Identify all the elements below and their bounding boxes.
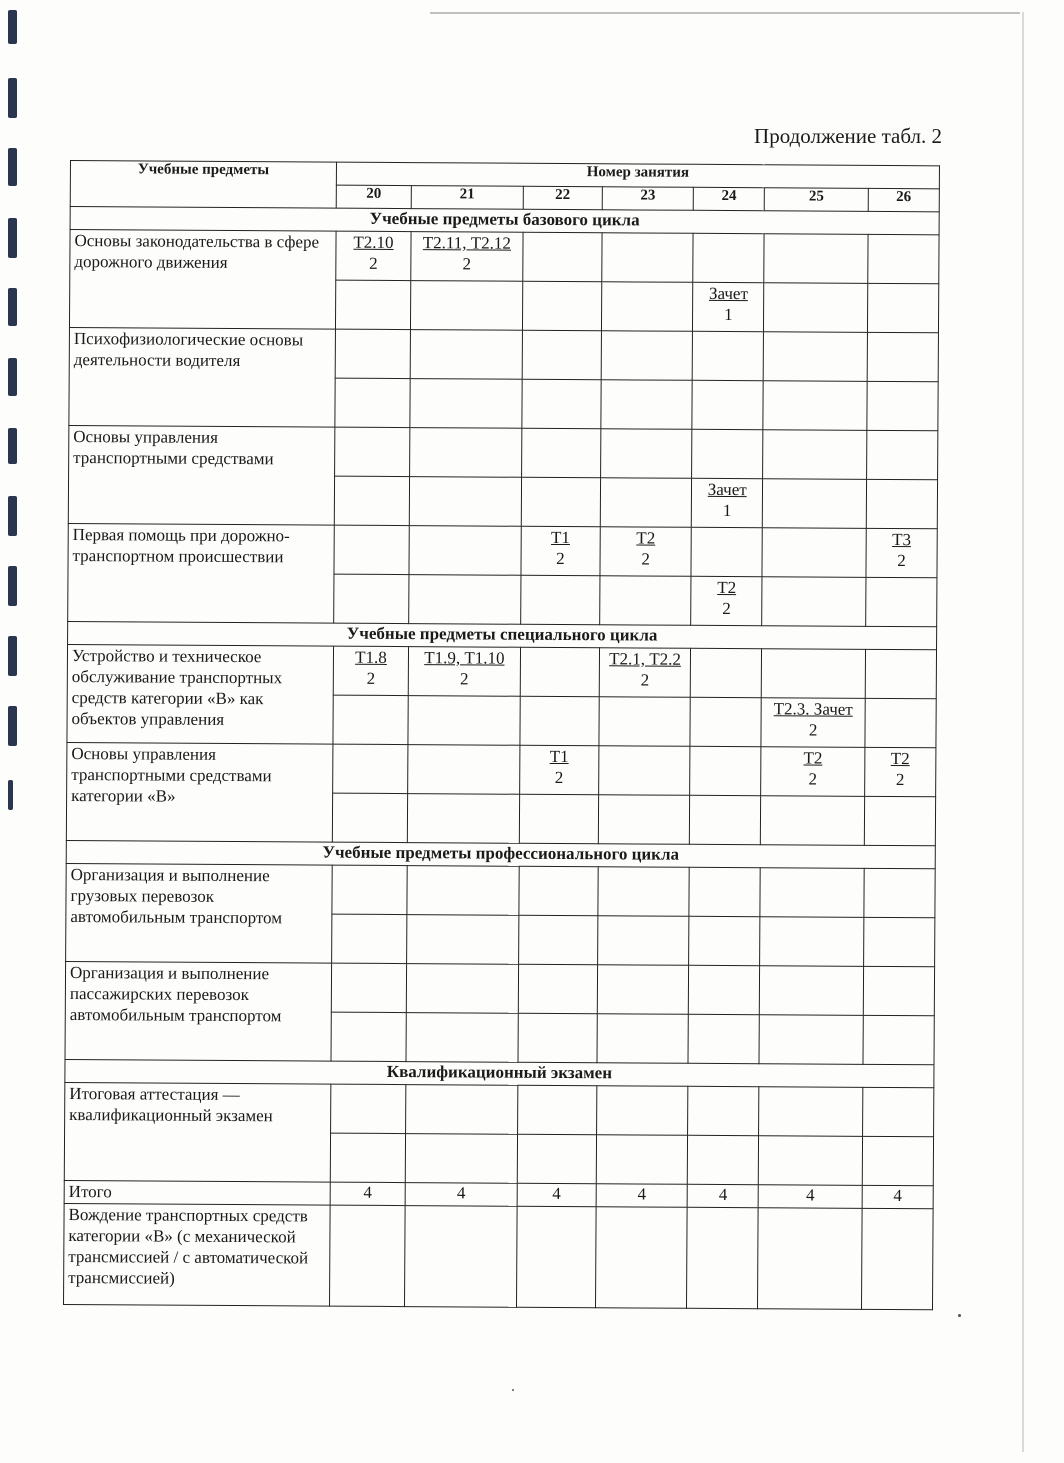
lesson-cell bbox=[405, 1134, 517, 1184]
subject-psycho: Психофизиологические основы деятельности водителя bbox=[69, 327, 336, 427]
lesson-cell bbox=[599, 648, 691, 698]
lesson-cell bbox=[692, 331, 763, 380]
total-value: 4 bbox=[517, 1183, 596, 1206]
hours-value: 2 bbox=[641, 549, 650, 569]
table-row bbox=[65, 1082, 934, 1136]
topic-code: Т1.9, Т1.10 bbox=[424, 648, 505, 668]
lesson-cell bbox=[764, 283, 868, 333]
lesson-cell bbox=[760, 917, 864, 967]
total-value: 4 bbox=[330, 1182, 405, 1205]
section-title-exam: Квалификационный экзамен bbox=[65, 1059, 934, 1087]
lesson-cell bbox=[864, 747, 935, 796]
lesson-cell bbox=[597, 965, 689, 1015]
lesson-cell bbox=[411, 281, 523, 331]
hours-value: 2 bbox=[897, 551, 906, 571]
lesson-cell bbox=[408, 745, 520, 795]
lesson-cell bbox=[687, 1207, 759, 1308]
lesson-cell bbox=[598, 795, 690, 845]
table-caption: Продолжение табл. 2 bbox=[754, 124, 942, 148]
topic-code: Т2 bbox=[803, 748, 823, 768]
lesson-cell bbox=[600, 478, 692, 528]
lesson-cell bbox=[862, 1136, 933, 1185]
topic-code: Т2.10 bbox=[353, 232, 394, 252]
lesson-cell bbox=[335, 378, 410, 427]
lesson-cell bbox=[406, 964, 518, 1014]
lesson-cell bbox=[867, 332, 938, 381]
spiral-binding bbox=[0, 0, 30, 1463]
lesson-cell bbox=[762, 577, 866, 627]
lesson-cell bbox=[329, 1205, 405, 1306]
column-number: 26 bbox=[868, 188, 939, 211]
lesson-cell bbox=[520, 647, 599, 696]
lesson-cell bbox=[690, 746, 761, 795]
lesson-cell bbox=[601, 380, 693, 430]
lesson-cell bbox=[523, 232, 602, 281]
lesson-cell bbox=[599, 746, 691, 796]
lesson-cell bbox=[332, 793, 407, 842]
lesson-cell bbox=[332, 865, 407, 914]
schedule-table bbox=[63, 160, 940, 1310]
lesson-cell bbox=[334, 525, 409, 574]
lesson-cell bbox=[760, 868, 864, 918]
lesson-cell bbox=[521, 477, 600, 526]
lesson-cell bbox=[405, 1206, 517, 1308]
lesson-cell bbox=[519, 866, 598, 915]
lesson-cell bbox=[595, 1207, 687, 1309]
table-row bbox=[67, 644, 936, 698]
lesson-cell bbox=[867, 381, 938, 430]
topic-code: Т3 bbox=[892, 530, 912, 550]
column-number: 22 bbox=[523, 186, 602, 209]
lesson-cell bbox=[763, 381, 867, 431]
hours-value: 2 bbox=[808, 720, 818, 740]
table-row bbox=[64, 1203, 934, 1309]
table-row bbox=[70, 230, 939, 284]
scan-speck bbox=[958, 1314, 961, 1317]
lesson-cell bbox=[408, 696, 520, 746]
lesson-cell bbox=[764, 234, 868, 284]
lesson-cell bbox=[520, 696, 599, 745]
lesson-cell bbox=[600, 429, 692, 479]
page-edge bbox=[430, 12, 1020, 17]
hours-value: 2 bbox=[722, 598, 731, 619]
lesson-cell bbox=[602, 233, 694, 283]
subject-law: Основы законодательства в сфере дорожного движения bbox=[69, 230, 336, 330]
lesson-cell bbox=[689, 916, 760, 965]
lesson-cell bbox=[761, 698, 865, 748]
lesson-cell bbox=[334, 574, 409, 623]
lesson-cell bbox=[522, 330, 601, 379]
lesson-cell bbox=[763, 430, 867, 480]
total-value: 4 bbox=[862, 1185, 933, 1208]
lesson-cell bbox=[406, 1085, 518, 1135]
lesson-cell bbox=[867, 283, 938, 332]
table-row bbox=[69, 425, 938, 479]
header-row bbox=[70, 161, 939, 189]
scan-speck bbox=[512, 1389, 514, 1391]
lesson-cell bbox=[763, 332, 867, 382]
lesson-cell bbox=[690, 697, 761, 746]
lesson-cell bbox=[689, 867, 760, 916]
lesson-cell bbox=[520, 575, 599, 624]
lesson-cell bbox=[522, 281, 601, 330]
table-row bbox=[69, 327, 938, 381]
lesson-cell bbox=[518, 915, 597, 964]
lesson-cell bbox=[759, 1136, 863, 1186]
lesson-cell bbox=[407, 866, 519, 916]
topic-code: Т2 bbox=[890, 749, 910, 769]
lesson-cell bbox=[410, 330, 522, 380]
hours-value: 2 bbox=[808, 769, 818, 789]
lesson-cell bbox=[863, 1015, 934, 1064]
lesson-cell bbox=[693, 282, 764, 331]
topic-code: Зачет bbox=[708, 283, 748, 304]
hours-value: 2 bbox=[369, 253, 378, 273]
lesson-cell bbox=[331, 1012, 406, 1061]
lesson-cell bbox=[691, 527, 762, 576]
column-number: 25 bbox=[765, 188, 869, 212]
hours-value: 2 bbox=[459, 669, 469, 689]
subject-driving: Вождение транспортных средств категории «В» (с механической трансмиссией / с автоматической трансмиссией) bbox=[64, 1203, 331, 1306]
lesson-cell bbox=[762, 649, 866, 699]
lesson-number-header: Номер занятия bbox=[336, 162, 939, 189]
lesson-cell bbox=[331, 1084, 406, 1133]
lesson-cell bbox=[333, 744, 408, 793]
lesson-cell bbox=[865, 698, 936, 747]
lesson-cell bbox=[600, 576, 692, 626]
lesson-cell bbox=[693, 233, 764, 282]
lesson-cell bbox=[411, 232, 523, 282]
lesson-cell bbox=[409, 477, 521, 527]
lesson-cell bbox=[763, 479, 867, 529]
lesson-cell bbox=[518, 964, 597, 1013]
lesson-cell bbox=[407, 915, 519, 965]
lesson-cell bbox=[689, 965, 760, 1014]
lesson-cell bbox=[598, 916, 690, 966]
table-row bbox=[67, 742, 936, 796]
lesson-cell bbox=[759, 1015, 863, 1065]
section-title-basic: Учебные предметы базового цикла bbox=[70, 207, 939, 235]
lesson-cell bbox=[334, 476, 409, 525]
lesson-cell bbox=[333, 695, 408, 744]
topic-code: Т2.1, Т2.2 bbox=[609, 649, 681, 669]
topic-code: Т2.11, Т2.12 bbox=[422, 233, 512, 253]
lesson-cell bbox=[596, 1086, 688, 1136]
hours-value: 2 bbox=[462, 254, 472, 274]
lesson-cell bbox=[519, 794, 598, 843]
lesson-cell bbox=[865, 649, 936, 698]
lesson-cell bbox=[692, 380, 763, 429]
hours-value: 1 bbox=[722, 500, 732, 521]
lesson-cell bbox=[688, 1086, 759, 1135]
lesson-cell bbox=[862, 1087, 933, 1136]
lesson-cell bbox=[599, 697, 691, 747]
lesson-cell bbox=[408, 647, 520, 697]
topic-code: Т2 bbox=[717, 577, 737, 598]
lesson-cell bbox=[866, 479, 937, 528]
subject-first-aid: Первая помощь при дорожно-транспортном происшествии bbox=[68, 523, 335, 623]
topic-code: Т1 bbox=[549, 746, 569, 767]
subject-final-exam: Итоговая аттестация — квалификационный экзамен bbox=[64, 1082, 331, 1182]
total-value: 4 bbox=[405, 1183, 517, 1207]
subject-cargo: Организация и выполнение грузовых перевозок автомобильным транспортом bbox=[66, 863, 333, 963]
page-edge bbox=[1022, 12, 1024, 1452]
lesson-cell bbox=[516, 1206, 596, 1307]
lesson-cell bbox=[598, 867, 690, 917]
lesson-cell bbox=[406, 1013, 518, 1063]
lesson-cell bbox=[761, 796, 865, 846]
lesson-cell bbox=[330, 1133, 405, 1182]
hours-value: 2 bbox=[366, 668, 376, 688]
lesson-cell bbox=[333, 646, 408, 695]
section-title-professional: Учебные предметы профессионального цикла bbox=[66, 840, 935, 868]
lesson-cell bbox=[519, 745, 598, 794]
lesson-cell bbox=[758, 1208, 862, 1310]
lesson-cell bbox=[407, 794, 519, 844]
total-value: 4 bbox=[758, 1185, 862, 1209]
lesson-cell bbox=[335, 280, 410, 329]
lesson-cell bbox=[866, 430, 937, 479]
column-number: 21 bbox=[411, 186, 523, 210]
lesson-cell bbox=[521, 526, 600, 575]
lesson-cell bbox=[692, 478, 763, 527]
lesson-cell bbox=[761, 747, 865, 797]
hours-value: 2 bbox=[556, 548, 565, 569]
lesson-cell bbox=[688, 1135, 759, 1184]
total-value: 4 bbox=[687, 1184, 758, 1207]
column-number: 23 bbox=[602, 187, 693, 211]
table-row bbox=[66, 863, 935, 917]
hours-value: 2 bbox=[895, 770, 905, 790]
lesson-cell bbox=[518, 1013, 597, 1062]
hours-value: 1 bbox=[724, 304, 733, 325]
topic-code: Зачет bbox=[707, 479, 747, 500]
total-value: 4 bbox=[596, 1184, 687, 1208]
lesson-cell bbox=[332, 914, 407, 963]
lesson-cell bbox=[863, 917, 934, 966]
lesson-cell bbox=[759, 1087, 863, 1137]
lesson-cell bbox=[601, 282, 693, 332]
lesson-cell bbox=[762, 528, 866, 578]
total-label: Итого bbox=[64, 1180, 330, 1205]
subject-device: Устройство и техническое обслуживание транспортных средств категории «В» как объектов управления bbox=[67, 644, 334, 744]
table-row bbox=[65, 961, 934, 1015]
lesson-cell bbox=[410, 379, 522, 429]
lesson-cell bbox=[692, 429, 763, 478]
lesson-cell bbox=[335, 427, 410, 476]
lesson-cell bbox=[864, 868, 935, 917]
lesson-cell bbox=[409, 526, 521, 576]
lesson-cell bbox=[597, 1014, 689, 1064]
column-number: 20 bbox=[336, 185, 411, 208]
topic-code: Т2.3. Зачет bbox=[773, 699, 853, 719]
lesson-cell bbox=[866, 528, 937, 577]
subject-control: Основы управления транспортными средствами bbox=[68, 425, 335, 525]
lesson-cell bbox=[517, 1134, 596, 1183]
lesson-cell bbox=[690, 795, 761, 844]
hours-value: 2 bbox=[640, 670, 650, 690]
lesson-cell bbox=[760, 966, 864, 1016]
lesson-cell bbox=[868, 234, 939, 283]
lesson-cell bbox=[864, 796, 935, 845]
section-title-special: Учебные предметы специального цикла bbox=[68, 621, 937, 649]
subject-passenger: Организация и выполнение пассажирских перевозок автомобильным транспортом bbox=[65, 961, 332, 1061]
lesson-cell bbox=[517, 1085, 596, 1134]
lesson-cell bbox=[336, 231, 411, 280]
lesson-cell bbox=[866, 577, 937, 626]
topic-code: Т1 bbox=[551, 527, 571, 548]
lesson-cell bbox=[688, 1014, 759, 1063]
subjects-header: Учебные предметы bbox=[70, 161, 336, 209]
column-number: 24 bbox=[693, 187, 764, 210]
lesson-cell bbox=[600, 527, 692, 577]
lesson-cell bbox=[861, 1208, 933, 1309]
hours-value: 2 bbox=[554, 767, 564, 788]
topic-code: Т1.8 bbox=[355, 647, 387, 667]
subject-control-b: Основы управления транспортными средствами категории «В» bbox=[66, 742, 333, 842]
lesson-cell bbox=[335, 329, 410, 378]
lesson-cell bbox=[522, 379, 601, 428]
lesson-cell bbox=[690, 648, 761, 697]
lesson-cell bbox=[521, 428, 600, 477]
lesson-cell bbox=[410, 428, 522, 478]
topic-code: Т2 bbox=[636, 528, 656, 548]
lesson-cell bbox=[601, 331, 693, 381]
lesson-cell bbox=[331, 963, 406, 1012]
lesson-cell bbox=[409, 575, 521, 625]
lesson-cell bbox=[863, 966, 934, 1015]
lesson-cell bbox=[691, 576, 762, 625]
lesson-cell bbox=[596, 1135, 688, 1185]
table-row bbox=[68, 523, 937, 577]
